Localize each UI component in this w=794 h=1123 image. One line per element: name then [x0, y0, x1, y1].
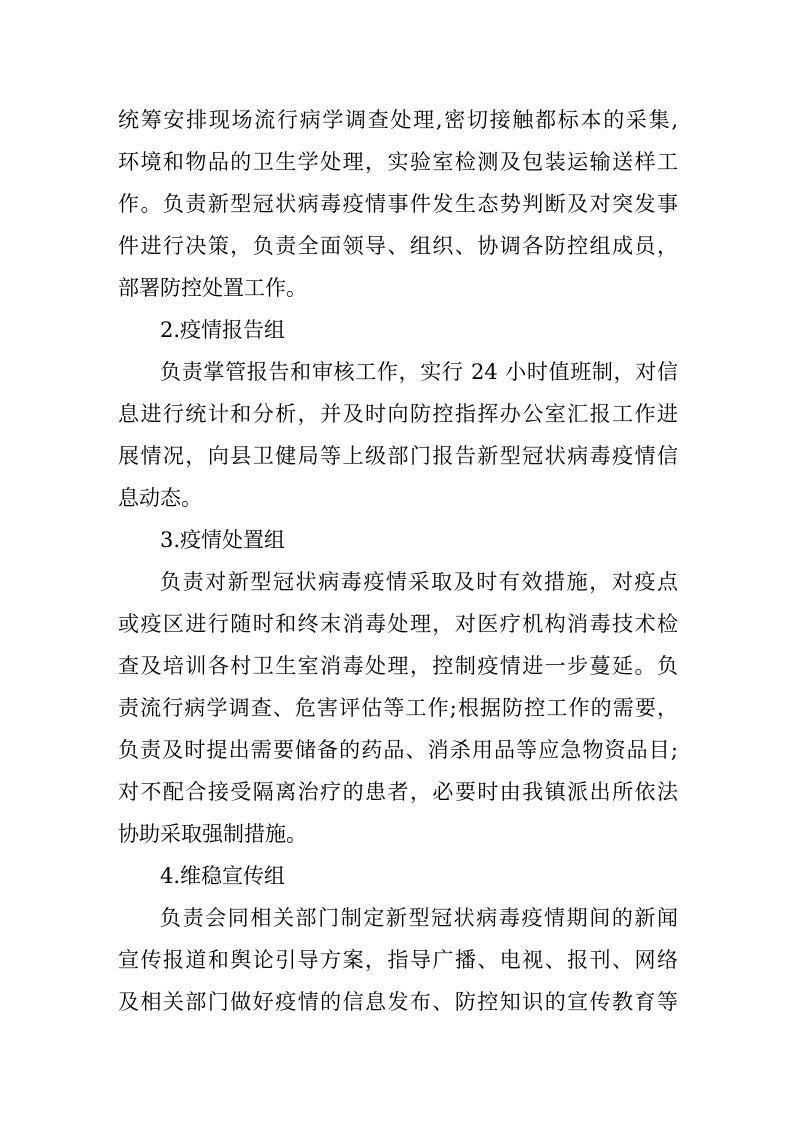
body-text-line: 展情况，向县卫健局等上级部门报告新型冠状病毒疫情信: [118, 444, 678, 468]
section-heading-handling-group: 3.疫情处置组: [160, 528, 286, 552]
body-text-line: 负责掌管报告和审核工作，实行 24 小时值班制，对信: [160, 360, 678, 384]
body-text-line: 及相关部门做好疫情的信息发布、防控知识的宣传教育等: [118, 990, 678, 1014]
body-text-line: 息动态。: [118, 486, 202, 510]
body-text-line: 部署防控处置工作。: [118, 276, 307, 300]
body-text-line: 作。负责新型冠状病毒疫情事件发生态势判断及对突发事: [118, 192, 678, 216]
body-text-line: 件进行决策，负责全面领导、组织、协调各防控组成员，: [118, 234, 678, 258]
body-text-line: 环境和物品的卫生学处理，实验室检测及包装运输送样工: [118, 150, 678, 174]
body-text-line: 负责会同相关部门制定新型冠状病毒疫情期间的新闻: [160, 906, 678, 930]
body-text-line: 对不配合接受隔离治疗的患者，必要时由我镇派出所依法: [118, 780, 678, 804]
body-text-line: 或疫区进行随时和终末消毒处理，对医疗机构消毒技术检: [118, 612, 678, 636]
body-text-line: 宣传报道和舆论引导方案，指导广播、电视、报刊、网络: [118, 948, 678, 972]
body-text-line: 查及培训各村卫生室消毒处理，控制疫情进一步蔓延。负: [118, 654, 678, 678]
section-heading-publicity-group: 4.维稳宣传组: [160, 864, 286, 888]
body-text-line: 责流行病学调查、危害评估等工作;根据防控工作的需要，: [118, 696, 678, 720]
body-text-line: 统筹安排现场流行病学调查处理,密切接触都标本的采集,: [118, 108, 678, 132]
section-heading-report-group: 2.疫情报告组: [160, 318, 286, 342]
body-text-line: 协助采取强制措施。: [118, 822, 307, 846]
body-text-line: 负责及时提出需要储备的药品、消杀用品等应急物资品目;: [118, 738, 678, 762]
body-text-line: 负责对新型冠状病毒疫情采取及时有效措施，对疫点: [160, 570, 678, 594]
body-text-line: 息进行统计和分析，并及时向防控指挥办公室汇报工作进: [118, 402, 678, 426]
